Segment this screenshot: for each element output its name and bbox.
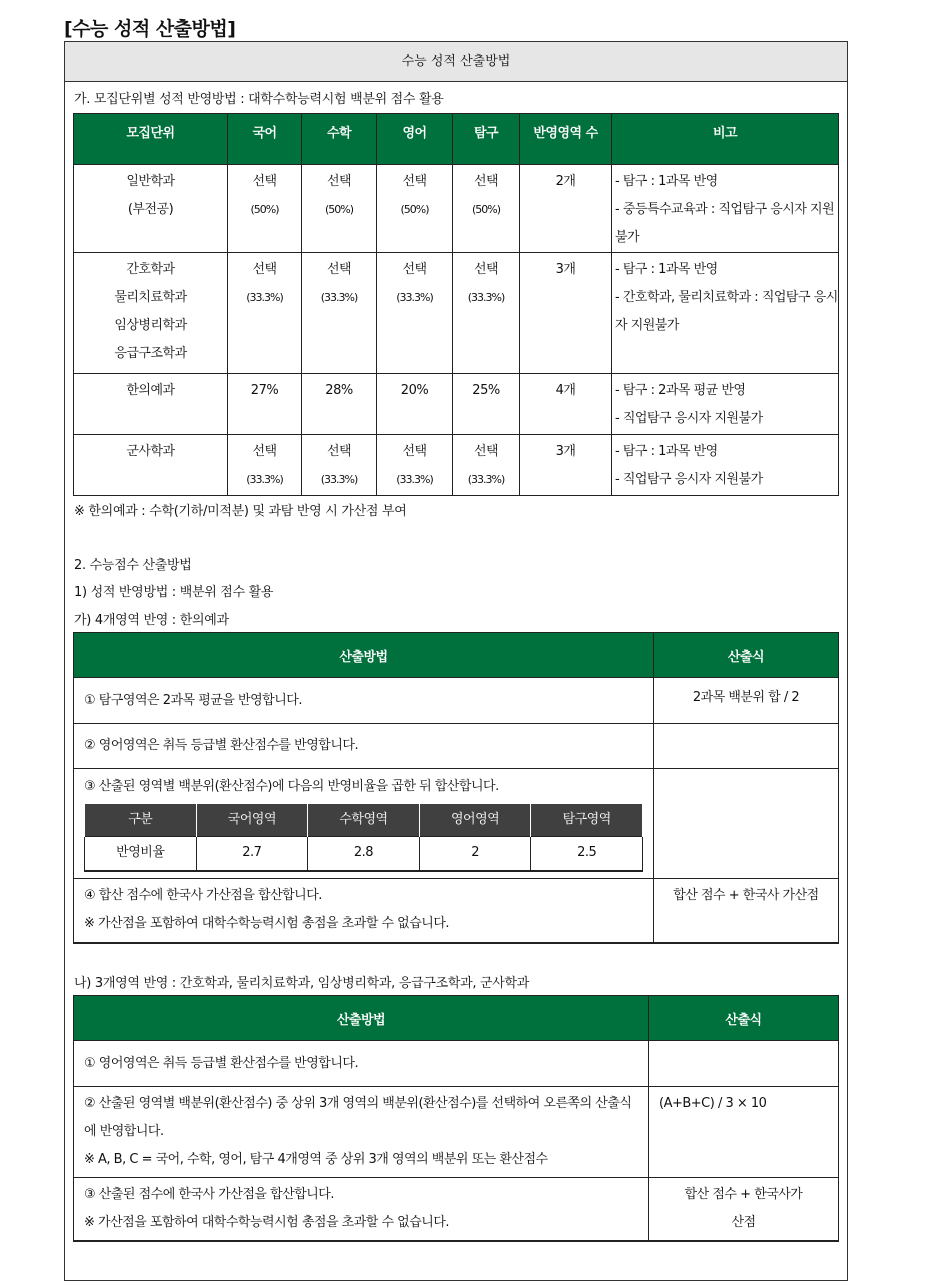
ratio-cell bbox=[302, 374, 377, 435]
ratio-text: 선택 bbox=[473, 444, 499, 459]
ratio-header: 탐구영역 bbox=[531, 804, 643, 837]
unit-cell bbox=[74, 253, 228, 374]
ratio-value: 반영비율 bbox=[85, 837, 197, 871]
section-heading: 나) 3개영역 반영 : 간호학과, 물리치료학과, 임상병리학과, 응급구조학과, 군사학과 bbox=[74, 976, 530, 991]
ratio-cell bbox=[302, 435, 377, 496]
method-table-4 bbox=[73, 632, 839, 944]
ratio-cell bbox=[228, 374, 302, 435]
method-row: ② 영어영역은 취득 등급별 환산점수를 반영합니다. bbox=[74, 724, 654, 769]
note-text: - 직업탐구 응시자 지원불가 bbox=[615, 472, 763, 487]
ratio-text: (33.3%) bbox=[246, 291, 283, 304]
ratio-text: (33.3%) bbox=[246, 473, 283, 486]
ratio-text: 선택 bbox=[402, 174, 427, 189]
note-text: - 탐구 : 1과목 반영 bbox=[615, 444, 718, 459]
unit-cell bbox=[74, 374, 228, 435]
note-cell bbox=[612, 165, 839, 253]
note-text: - 직업탐구 응시자 지원불가 bbox=[615, 411, 763, 426]
note-text: - 중등특수교육과 : 직업탐구 응시자 지원불가 bbox=[615, 202, 835, 245]
column-header: 비고 bbox=[612, 114, 839, 165]
table-row bbox=[74, 165, 839, 253]
note-text: - 간호학과, 물리치료학과 : 직업탐구 응시자 지원불가 bbox=[615, 290, 838, 333]
header-formula: 산출식 bbox=[654, 633, 839, 678]
ratio-text: (33.3%) bbox=[467, 473, 505, 486]
ratio-text: 선택 bbox=[402, 262, 427, 277]
ratio-value: 2.5 bbox=[531, 837, 643, 871]
method-note: ※ 가산점을 포함하여 대학수학능력시험 총점을 초과할 수 없습니다. bbox=[84, 1215, 450, 1230]
unit-name: 일반학과 bbox=[126, 174, 175, 189]
ratio-text: 선택 bbox=[252, 262, 277, 277]
count-cell: 2개 bbox=[520, 165, 612, 253]
ratio-text: 선택 bbox=[326, 444, 352, 459]
ratio-text: 25% bbox=[472, 383, 500, 398]
note-text: - 탐구 : 1과목 반영 bbox=[615, 262, 718, 277]
formula: (A+B+C) / 3 × 10 bbox=[649, 1087, 839, 1178]
header-method: 산출방법 bbox=[74, 996, 649, 1041]
ratio-text: 선택 bbox=[326, 262, 352, 277]
method-note: ※ 가산점을 포함하여 대학수학능력시험 총점을 초과할 수 없습니다. bbox=[84, 915, 450, 931]
method-table-3 bbox=[73, 995, 839, 1242]
section-heading: 가. 모집단위별 성적 반영방법 : 대학수학능력시험 백분위 점수 활용 bbox=[74, 92, 444, 107]
ratio-text: (33.3%) bbox=[467, 291, 505, 304]
unit-cell bbox=[74, 435, 228, 496]
ratio-text: (33.3%) bbox=[320, 473, 358, 486]
ratio-text: (33.3%) bbox=[396, 473, 433, 486]
ratio-cell bbox=[377, 253, 453, 374]
ratio-cell bbox=[302, 253, 377, 374]
ratio-value: 2 bbox=[419, 837, 531, 871]
header-formula: 산출식 bbox=[649, 996, 839, 1041]
ratio-text: 선택 bbox=[402, 444, 427, 459]
unit-name: 응급구조학과 bbox=[114, 346, 187, 361]
section-heading: 1) 성적 반영방법 : 백분위 점수 활용 bbox=[74, 585, 274, 600]
ratio-cell bbox=[453, 435, 520, 496]
unit-name: 간호학과 bbox=[126, 262, 175, 277]
section-heading: 가) 4개영역 반영 : 한의예과 bbox=[74, 613, 229, 628]
note-text: - 탐구 : 2과목 평균 반영 bbox=[615, 383, 746, 398]
ratio-text: 선택 bbox=[252, 174, 277, 189]
content-box bbox=[64, 41, 848, 1281]
formula: 합산 점수 + 한국사가산점 bbox=[649, 1178, 839, 1241]
note-hanui: ※ 한의예과 : 수학(기하/미적분) 및 과탐 반영 시 가산점 부여 bbox=[74, 504, 407, 519]
ratio-text: (50%) bbox=[471, 203, 501, 216]
method-note: ※ A, B, C = 국어, 수학, 영어, 탐구 4개영역 중 상위 3개 영역의 백분위 또는 환산점수 bbox=[84, 1152, 548, 1167]
note-cell bbox=[612, 253, 839, 374]
ratio-text: 선택 bbox=[473, 174, 499, 189]
table-row bbox=[74, 374, 839, 435]
note-text: - 탐구 : 1과목 반영 bbox=[615, 174, 718, 189]
ratio-text: (33.3%) bbox=[320, 291, 358, 304]
count-cell: 3개 bbox=[520, 435, 612, 496]
method-row: ③ 산출된 점수에 한국사 가산점을 합산합니다. bbox=[84, 1187, 334, 1202]
column-header: 모집단위 bbox=[74, 114, 228, 165]
count-cell: 4개 bbox=[520, 374, 612, 435]
ratio-value: 2.7 bbox=[196, 837, 308, 871]
column-header: 반영영역 수 bbox=[520, 114, 612, 165]
unit-name: 물리치료학과 bbox=[114, 290, 187, 305]
method-row: ② 산출된 영역별 백분위(환산점수) 중 상위 3개 영역의 백분위(환산점수)를 선택하여 오른쪽의 산출식에 반영합니다. bbox=[84, 1096, 632, 1139]
ratio-header: 수학영역 bbox=[308, 804, 420, 837]
unit-name: 한의예과 bbox=[126, 383, 175, 398]
ratio-text: 선택 bbox=[326, 174, 352, 189]
ratio-cell bbox=[377, 374, 453, 435]
ratio-text: (50%) bbox=[250, 203, 279, 216]
ratio-header: 영어영역 bbox=[419, 804, 531, 837]
formula: 2과목 백분위 합 / 2 bbox=[654, 678, 839, 724]
method-row: ① 탐구영역은 2과목 평균을 반영합니다. bbox=[74, 678, 654, 724]
ratio-text: 27% bbox=[250, 383, 279, 398]
ratio-cell bbox=[228, 165, 302, 253]
ratio-header: 구분 bbox=[85, 804, 197, 837]
method-row: ① 영어영역은 취득 등급별 환산점수를 반영합니다. bbox=[74, 1041, 649, 1087]
ratio-table bbox=[84, 803, 643, 872]
table-row bbox=[74, 253, 839, 374]
unit-name: 임상병리학과 bbox=[114, 318, 187, 333]
column-header: 영어 bbox=[377, 114, 453, 165]
note-cell bbox=[612, 374, 839, 435]
ratio-text: 선택 bbox=[252, 444, 277, 459]
ratio-text: 28% bbox=[325, 383, 353, 398]
column-header: 수학 bbox=[302, 114, 377, 165]
column-header: 국어 bbox=[228, 114, 302, 165]
ratio-text: (50%) bbox=[324, 203, 354, 216]
box-header: 수능 성적 산출방법 bbox=[65, 42, 847, 82]
method-row: ④ 합산 점수에 한국사 가산점을 합산합니다. bbox=[84, 887, 322, 903]
note-cell bbox=[612, 435, 839, 496]
ratio-cell bbox=[302, 165, 377, 253]
formula: 합산 점수 + 한국사 가산점 bbox=[654, 878, 839, 943]
ratio-text: (33.3%) bbox=[396, 291, 433, 304]
ratio-cell bbox=[377, 435, 453, 496]
ratio-cell bbox=[453, 374, 520, 435]
ratio-cell bbox=[228, 435, 302, 496]
table-row bbox=[74, 435, 839, 496]
unit-name: 군사학과 bbox=[126, 444, 175, 459]
ratio-text: 20% bbox=[400, 383, 429, 398]
section-heading: 2. 수능점수 산출방법 bbox=[74, 558, 192, 573]
ratio-cell bbox=[453, 165, 520, 253]
ratio-value: 2.8 bbox=[308, 837, 420, 871]
column-header: 탐구 bbox=[453, 114, 520, 165]
ratio-header: 국어영역 bbox=[196, 804, 308, 837]
unit-cell bbox=[74, 165, 228, 253]
count-cell: 3개 bbox=[520, 253, 612, 374]
page-title: [수능 성적 산출방법] bbox=[64, 18, 236, 40]
method-row: ③ 산출된 영역별 백분위(환산점수)에 다음의 반영비율을 곱한 뒤 합산합니다. bbox=[84, 779, 499, 794]
ratio-cell bbox=[228, 253, 302, 374]
ratio-cell bbox=[377, 165, 453, 253]
ratio-cell bbox=[453, 253, 520, 374]
unit-name: (부전공) bbox=[127, 202, 174, 217]
ratio-text: (50%) bbox=[400, 203, 429, 216]
header-method: 산출방법 bbox=[74, 633, 654, 678]
unit-table bbox=[73, 113, 839, 496]
ratio-text: 선택 bbox=[473, 262, 499, 277]
